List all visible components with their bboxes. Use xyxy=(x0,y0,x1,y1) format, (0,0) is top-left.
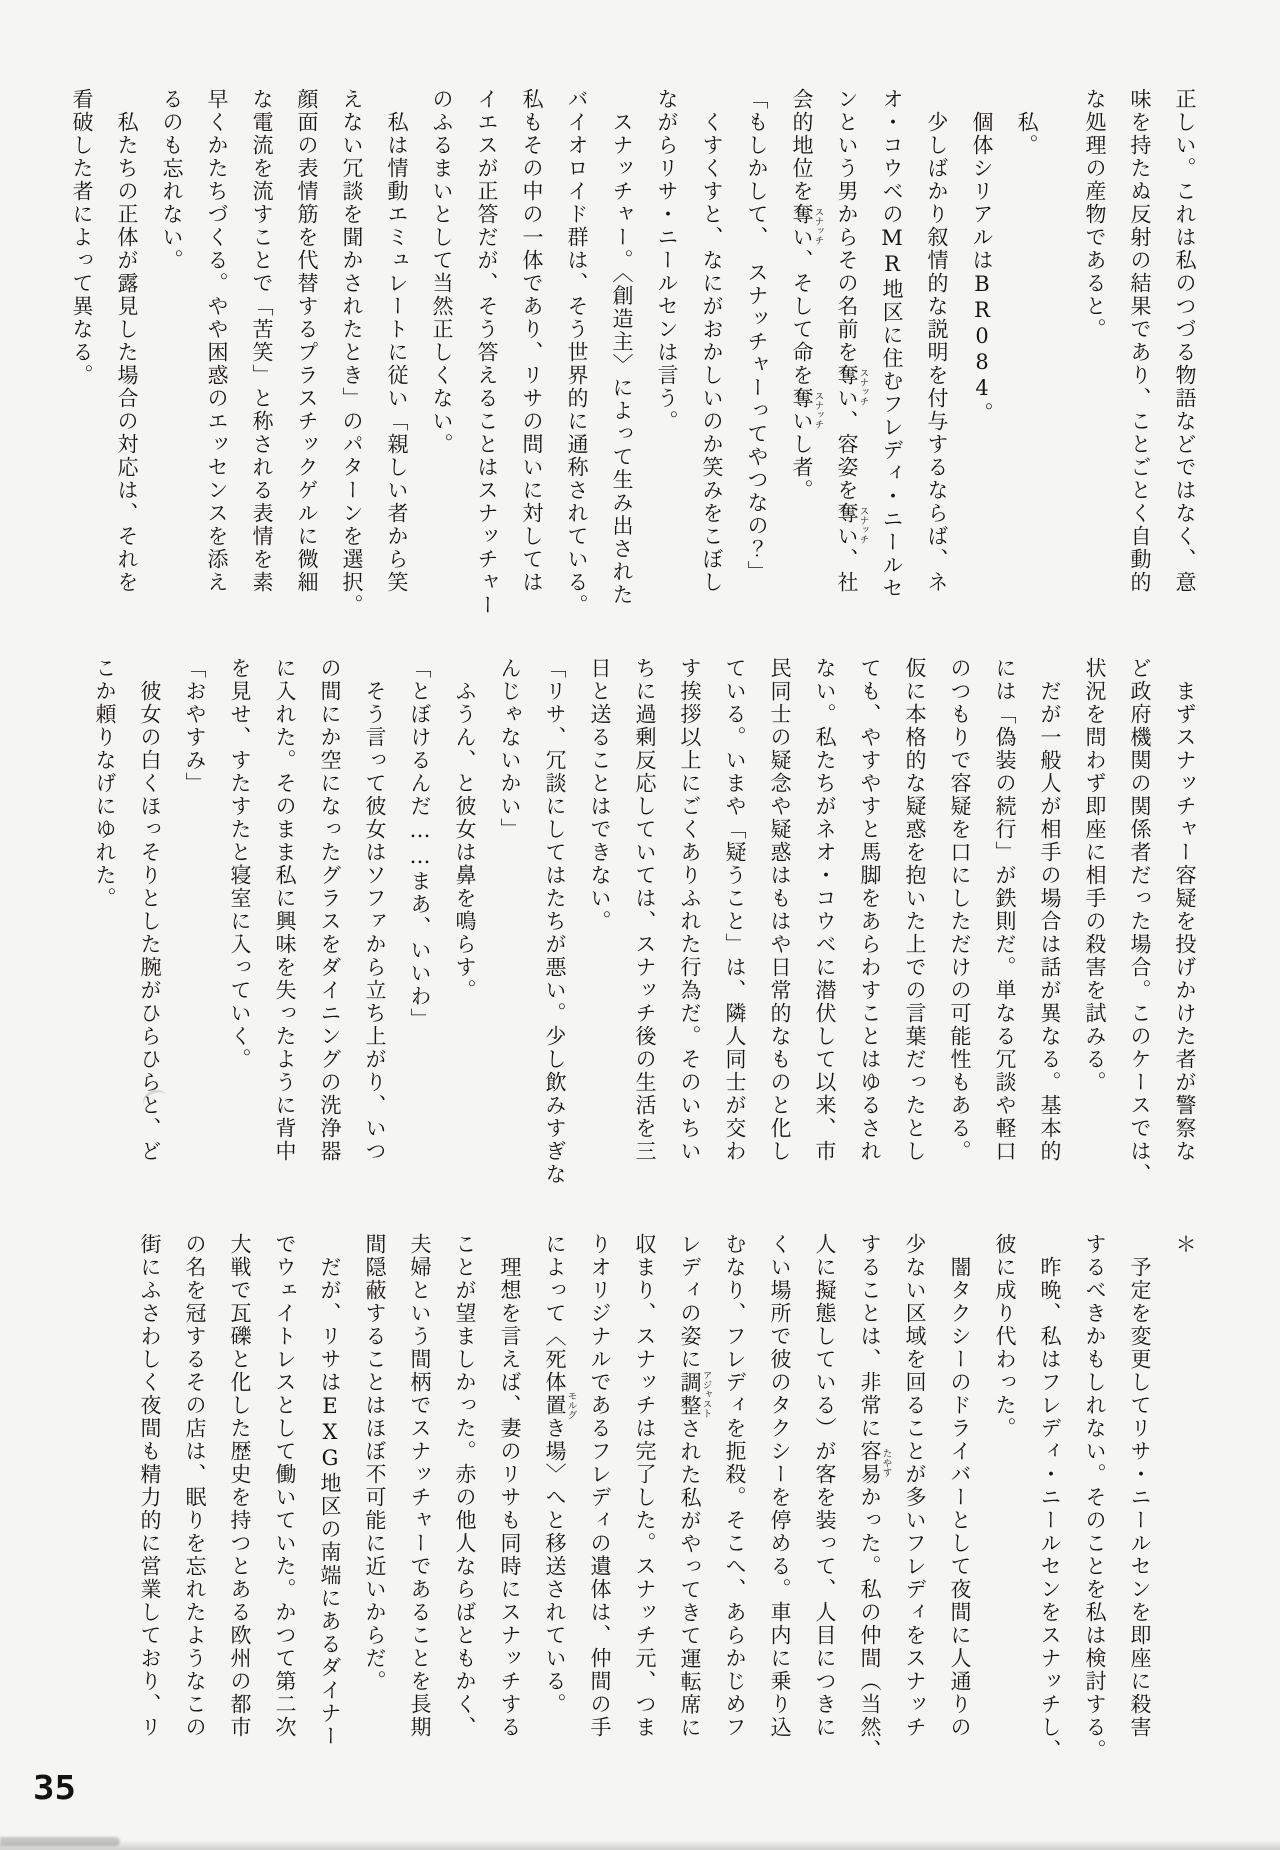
text-column: そう言って彼女はソファから立ち上がり、いつ xyxy=(363,657,387,1163)
text-column: イエスが正答だが、そう答えることはスナッチャー xyxy=(475,88,499,617)
text-column: えない冗談を聞かされたとき」のパターンを選択。 xyxy=(340,88,364,617)
text-column: す挨拶以上にごくありふれた行為だ。そのいちい xyxy=(678,657,702,1163)
text-column: を見せ、すたすたと寝室に入っていく。 xyxy=(228,657,252,1071)
text-column: ても、やすやすと馬脚をあらわすことはゆるされ xyxy=(858,657,882,1163)
text-column: 人に擬態している）が客を装って、人目につきに xyxy=(813,1233,837,1739)
text-column: することは、非常に容易たやすかった。私の仲間（当然、 xyxy=(858,1233,892,1762)
text-column: るのも忘れない。 xyxy=(160,88,184,272)
text-column: 少ない区域を回ることが多いフレディをスナッチ xyxy=(903,1233,927,1739)
text-column: 「おやすみ」 xyxy=(183,657,207,795)
text-column: するべきかもしれない。そのことを私は検討する。 xyxy=(1083,1233,1107,1762)
text-column: 彼女の白くほっそりとした腕がひらひらと、ど xyxy=(138,657,162,1163)
text-column: 顔面の表情筋を代替するプラスチックゲルに微細 xyxy=(295,88,319,594)
text-column: だが、リサはEXG地区の南端にあるダイナー xyxy=(318,1233,342,1748)
text-column: のふるまいとして当然正しくない。 xyxy=(430,88,454,456)
text-column: だが一般人が相手の場合は話が異なる。基本的 xyxy=(1038,657,1062,1163)
text-column: 個体シリアルはBR084。 xyxy=(970,88,994,425)
text-column: ながらリサ・ニールセンは言う。 xyxy=(655,88,679,433)
text-column: 状況を問わず即座に相手の殺害を試みる。 xyxy=(1083,657,1107,1094)
text-column: 収まり、スナッチは完了した。スナッチ元、つま xyxy=(633,1233,657,1739)
text-column: 民同士の疑念や疑惑はもはや日常的なものと化し xyxy=(768,657,792,1163)
text-column: 会的地位を奪いスナッチ、そして命を奪いスナッチし者。 xyxy=(790,88,824,502)
text-column: ンという男からその名前を奪いスナッチ、容姿を奪いスナッチ、社 xyxy=(835,88,869,594)
text-column: 看破した者によって異なる。 xyxy=(70,88,94,387)
text-column: 私もその中の一体であり、リサの問いに対しては xyxy=(520,88,544,594)
text-column: 闇タクシーのドライバーとして夜間に人通りの xyxy=(948,1233,972,1739)
text-column: オ・コウベのMR地区に住むフレディ・ニールセ xyxy=(880,88,904,600)
text-column: 彼に成り代わった。 xyxy=(993,1233,1017,1440)
text-column: の名を冠するその店は、眠りを忘れたようなこの xyxy=(183,1233,207,1739)
text-column: くすくすと、なにがおかしいのか笑みをこぼし xyxy=(700,88,724,594)
text-column: 味を持たぬ反射の結果であり、ことごとく自動的 xyxy=(1128,88,1152,594)
text-block-bottom xyxy=(127,1233,1207,1768)
text-column: 「リサ、冗談にしてはたちが悪い。少し飲みすぎな xyxy=(543,657,567,1186)
text-block-middle xyxy=(82,657,1207,1192)
text-column: ＊ xyxy=(1173,1233,1197,1256)
text-column: バイオロイド群は、そう世界的に通称されている。 xyxy=(565,88,589,617)
text-column: な電流を流すことで「苦笑」と称される表情を素 xyxy=(250,88,274,594)
text-column: むなり、フレディを扼殺。そこへ、あらかじめフ xyxy=(723,1233,747,1739)
text-column: 日と送ることはできない。 xyxy=(588,657,612,933)
page-number: 35 xyxy=(33,1768,76,1807)
text-column: こか頼りなげにゆれた。 xyxy=(93,657,117,910)
text-column: くい場所で彼のタクシーを停める。車内に乗り込 xyxy=(768,1233,792,1739)
text-column: りオリジナルであるフレディの遺体は、仲間の手 xyxy=(588,1233,612,1739)
text-column: によって〈死体置き場モルグ〉へと移送されている。 xyxy=(543,1233,577,1716)
text-column: 予定を変更してリサ・ニールセンを即座に殺害 xyxy=(1128,1233,1152,1739)
text-column: な処理の産物であると。 xyxy=(1083,88,1107,341)
text-column: ことが望ましかった。赤の他人ならばともかく、 xyxy=(453,1233,477,1739)
text-column: レディの姿に調整アジャストされた私がやってきて運転席に xyxy=(678,1233,712,1740)
text-column: の間にか空になったグラスをダイニングの洗浄器 xyxy=(318,657,342,1163)
text-column: んじゃないかい」 xyxy=(498,657,522,841)
text-column: ない。私たちがネオ・コウベに潜伏して以来、市 xyxy=(813,657,837,1163)
text-column: 間隠蔽することはほぼ不可能に近いからだ。 xyxy=(363,1233,387,1693)
text-column: 街にふさわしく夜間も精力的に営業しており、リ xyxy=(138,1233,162,1739)
text-column: ている。いまや「疑うこと」は、隣人同士が交わ xyxy=(723,657,747,1163)
text-block-top xyxy=(59,88,1207,623)
text-column: 正しい。これは私のつづる物語などではなく、意 xyxy=(1173,88,1197,594)
text-column: 私たちの正体が露見した場合の対応は、それを xyxy=(115,88,139,594)
text-column: ふうん、と彼女は鼻を鳴らす。 xyxy=(453,657,477,1002)
text-column: でウェイトレスとして働いていた。かつて第二次 xyxy=(273,1233,297,1739)
text-column: ちに過剰反応していては、スナッチ後の生活を三 xyxy=(633,657,657,1163)
scan-edge-shadow xyxy=(0,1840,1280,1850)
text-column: まずスナッチャー容疑を投げかけた者が警察な xyxy=(1173,657,1197,1163)
text-column: 「とぼけるんだ……まあ、いいわ」 xyxy=(408,657,432,1031)
text-column: のつもりで容疑を口にしただけの可能性もある。 xyxy=(948,657,972,1163)
text-column: 早くかたちづくる。やや困惑のエッセンスを添え xyxy=(205,88,229,594)
text-column: 私。 xyxy=(1015,88,1039,157)
text-column: には「偽装の続行」が鉄則だ。単なる冗談や軽口 xyxy=(993,657,1017,1163)
text-column: 昨晩、私はフレディ・ニールセンをスナッチし、 xyxy=(1038,1233,1062,1762)
text-column: スナッチャー。〈創造主〉によって生み出された xyxy=(610,88,634,607)
text-column: 大戦で瓦礫と化した歴史を持つとある欧州の都市 xyxy=(228,1233,252,1739)
text-column: に入れた。そのまま私に興味を失ったように背中 xyxy=(273,657,297,1163)
text-column: 理想を言えば、妻のリサも同時にスナッチする xyxy=(498,1233,522,1739)
text-column: 私は情動エミュレートに従い「親しい者から笑 xyxy=(385,88,409,594)
text-column: ど政府機関の関係者だった場合。このケースでは、 xyxy=(1128,657,1152,1186)
text-column: 仮に本格的な疑惑を抱いた上での言葉だったとし xyxy=(903,657,927,1163)
text-column: 少しばかり叙情的な説明を付与するならば、ネ xyxy=(925,88,949,594)
text-column: 「もしかして、 スナッチャーってやつなの？」 xyxy=(745,88,769,584)
text-column: 夫婦という間柄でスナッチャーであることを長期 xyxy=(408,1233,432,1739)
